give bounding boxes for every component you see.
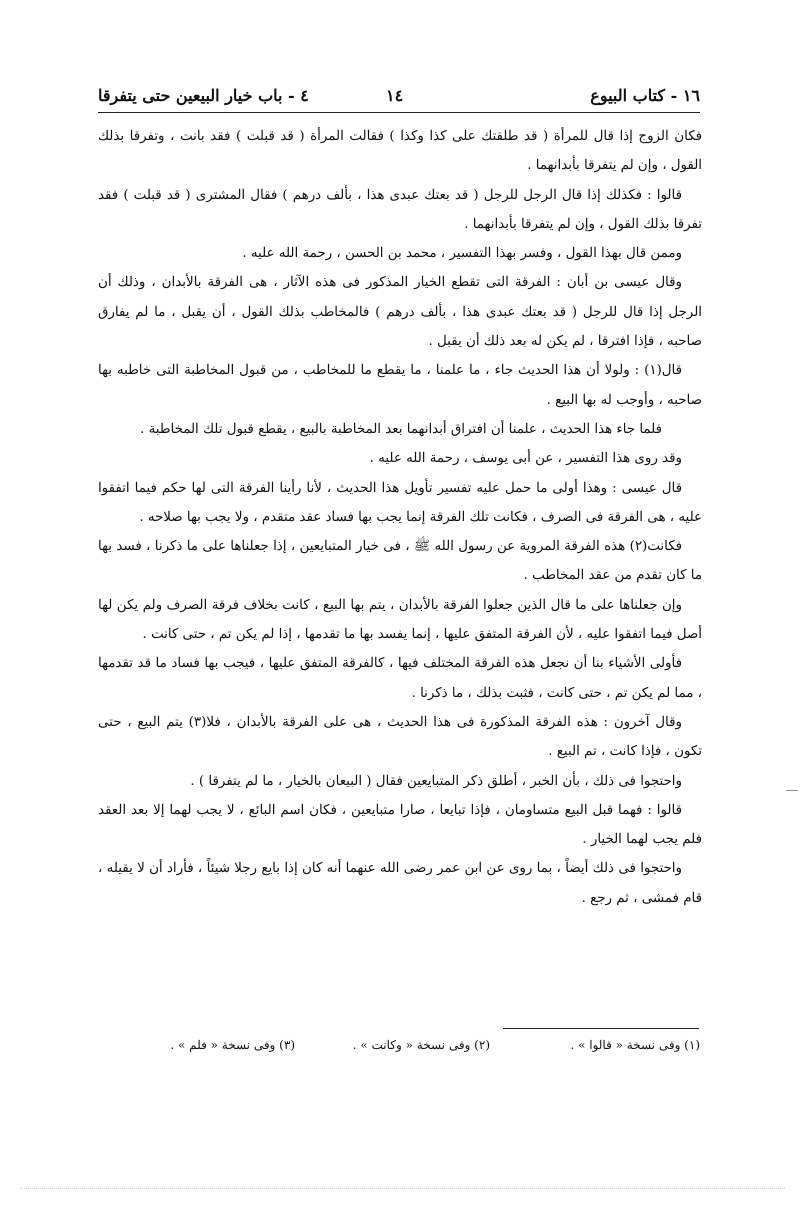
paragraph: قالوا : فهما قبل البيع متساومان ، فإذا تبايعا ، صارا متبايعين ، فكان اسم البائع ، لا يجب لهما إلا بعد العقد فلم يجب لهما الخيار . — [98, 802, 702, 848]
paragraph: فلما جاء هذا الحديث ، علمنا أن افتراق أبدانهما بعد المخاطبة بالبيع ، يقطع قبول تلك المخاطبة . — [140, 421, 662, 437]
header-book-title: ١٦ - كتاب البيوع — [590, 86, 700, 105]
paragraph: واحتجوا فى ذلك أيضاً ، بما روى عن ابن عمر رضى الله عنهما أنه كان إذا بايع رجلا شيئاً ، فأراد أن لا يقيله ، قام فمشى ، ثم رجع . — [98, 861, 702, 906]
main-text — [98, 122, 702, 913]
paragraph: وممن قال بهذا القول ، وفسر بهذا التفسير ، محمد بن الحسن ، رحمة الله عليه . — [242, 246, 682, 262]
footnote: (٢) وفى نسخة « وكانت » . — [352, 1038, 490, 1052]
paragraph: وقد روى هذا التفسير ، عن أبى يوسف ، رحمة الله عليه . — [369, 451, 682, 467]
paragraph: وقال عيسى بن أبان : الفرقة التى تقطع الخيار المذكور فى هذه الآثار ، هى الفرقة بالأبدان ، وذلك أن الرجل إذا قال للرجل ( قد بعتك عبدى هذا ، بألف درهم ) فالمخاطب بذلك القول ، أن يقبل ، ما لم يفارق صاحبه ، فإذا افترقا ، لم يكن له بعد ذلك أن يقبل . — [98, 275, 702, 350]
footnote-divider — [503, 1028, 699, 1029]
paragraph: واحتجوا فى ذلك ، بأن الخبر ، أطلق ذكر المتبايعين فقال ( البيعان بالخيار ، ما لم يتفرقا ) . — [190, 773, 682, 789]
scan-edge — [20, 1188, 785, 1189]
margin-mark — [786, 790, 798, 791]
footnotes — [140, 1038, 700, 1060]
paragraph: قالوا : فكذلك إذا قال الرجل للرجل ( قد بعتك عبدى هذا ، بألف درهم ) فقال المشترى ( قد قبلت ) فقد تفرقا بذلك القول ، وإن لم يتفرقا بأبدانهما . — [98, 187, 702, 232]
paragraph: قال عيسى : وهذا أولى ما حمل عليه تفسير تأويل هذا الحديث ، لأنا رأينا الفرقة التى لها حكم فيما اتفقوا عليه ، هى الفرقة فى الصرف ، فكانت تلك الفرقة إنما يجب بها فساد عقد متقدم ، ولا يجب بها صلاحه . — [98, 480, 702, 525]
paragraph: وإن جعلناها على ما قال الذين جعلوا الفرقة بالأبدان ، يتم بها البيع ، كانت بخلاف فرقة الصرف ولم يكن لها أصل فيما اتفقوا عليه ، لأن الفرقة المتفق عليها ، إنما يفسد بها ما تقدمها ، إذا لم يكن تم ، حتى كانت . — [98, 597, 702, 643]
paragraph: قال(١) : ولولا أن هذا الحديث جاء ، ما علمنا ، ما يقطع ما للمخاطب ، من قبول المخاطبة التى خاطبه بها صاحبه ، وأوجب له بها البيع . — [98, 363, 702, 408]
paragraph: فكان الزوج إذا قال للمرأة ( قد طلقتك على كذا وكذا ) فقالت المرأة ( قد قبلت ) فقد بانت ، وتفرقا بذلك القول ، وإن لم يتفرقا بأبدانهما . — [98, 129, 702, 174]
paragraph: فكانت(٢) هذه الفرقة المروية عن رسول الله ﷺ ، فى خيار المتبايعين ، إذا جعلناها على ما ذكرنا ، فسد بها ما كان تقدم من عقد المخاطب . — [98, 539, 702, 584]
footnote: (٣) وفى نسخة « فلم » . — [170, 1038, 295, 1052]
paragraph: وقال آخرون : هذه الفرقة المذكورة فى هذا الحديث ، هى على الفرقة بالأبدان ، فلا(٣) يتم البيع ، حتى تكون ، فإذا كانت ، تم البيع . — [98, 714, 702, 760]
header-chapter-title: ٤ - باب خيار البيعين حتى يتفرقا — [98, 86, 309, 105]
running-header — [98, 82, 700, 112]
paragraph: فأولى الأشياء بنا أن نجعل هذه الفرقة المختلف فيها ، كالفرقة المتفق عليها ، فيجب بها فساد ما قد تقدمها ، مما لم يكن تم ، حتى كانت ، فثبت بذلك ، ما ذكرنا . — [98, 656, 702, 701]
footnote: (١) وفى نسخة « قالوا » . — [570, 1038, 700, 1052]
page-number: ١٤ — [386, 86, 404, 105]
header-divider — [98, 112, 700, 113]
